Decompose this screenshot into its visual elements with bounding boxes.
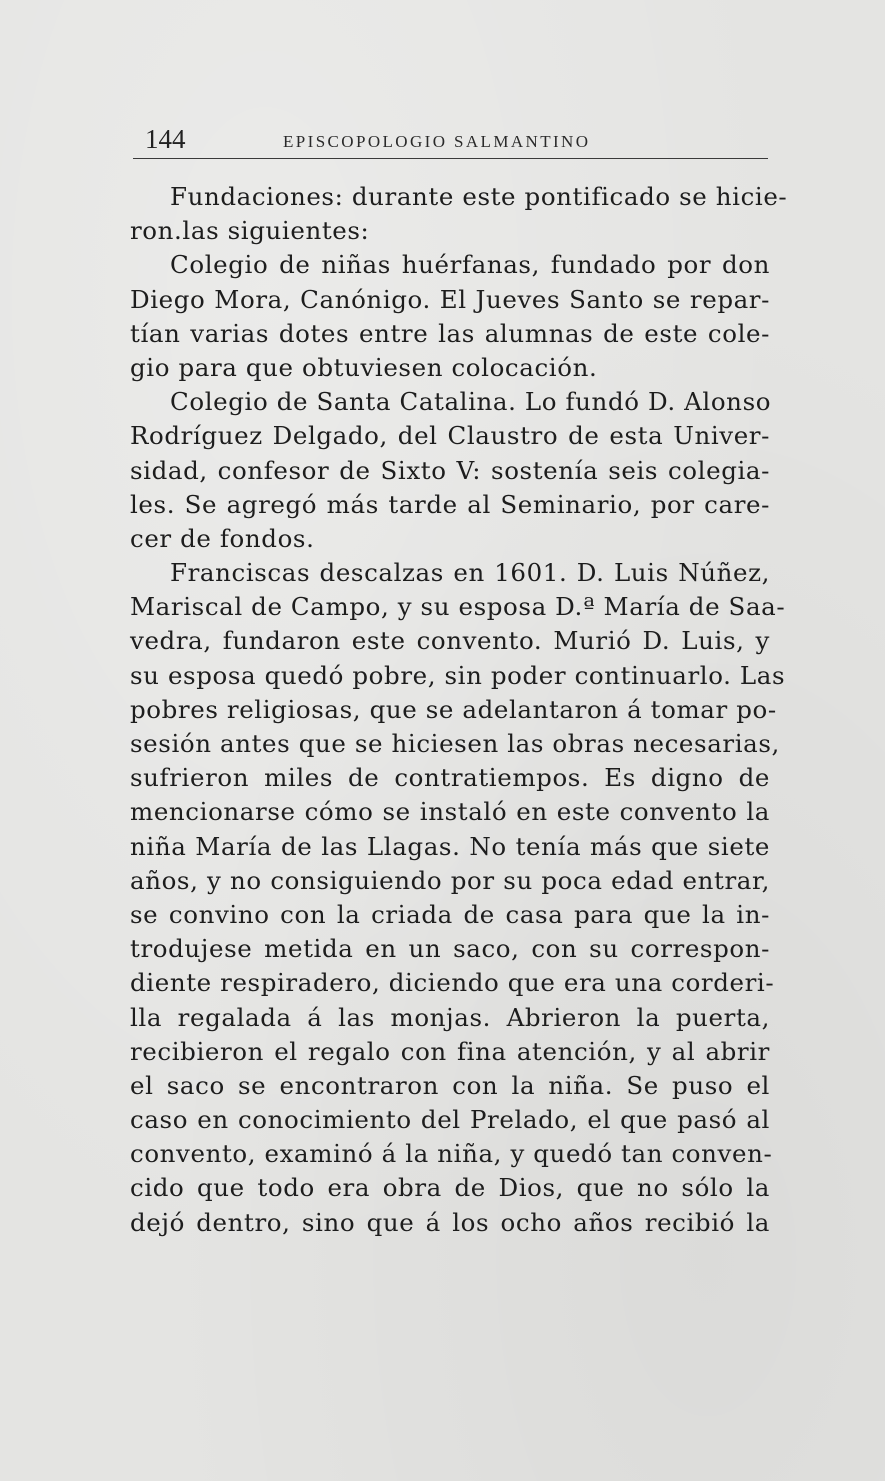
text-line: Colegio de Santa Catalina. Lo fundó D. Alonso bbox=[170, 387, 772, 417]
text-line: niña María de las Llagas. No tenía más que siete bbox=[130, 831, 770, 861]
text-line: convento, examinó á la niña, y quedó tan conven- bbox=[130, 1139, 773, 1169]
body-text bbox=[130, 180, 788, 1240]
text-line: mencionarse cómo se instaló en este convento la bbox=[130, 797, 770, 827]
text-line: tían varias dotes entre las alumnas de este cole- bbox=[130, 318, 770, 348]
text-line: dejó dentro, sino que á los ocho años recibió la bbox=[130, 1207, 770, 1237]
text-line: diente respiradero, diciendo que era una corderi- bbox=[130, 968, 775, 998]
text-line: vedra, fundaron este convento. Murió D. Luis, y bbox=[130, 626, 770, 656]
text-line: caso en conocimiento del Prelado, el que pasó al bbox=[130, 1105, 770, 1135]
text-line: cido que todo era obra de Dios, que no sólo la bbox=[130, 1173, 770, 1203]
text-line: Colegio de niñas huérfanas, fundado por don bbox=[170, 250, 770, 280]
text-line: sufrieron miles de contratiempos. Es digno de bbox=[130, 763, 770, 793]
text-line: Franciscas descalzas en 1601. D. Luis Núñez, bbox=[170, 558, 770, 588]
page-header bbox=[133, 120, 768, 164]
text-line: sesión antes que se hiciesen las obras necesarias, bbox=[130, 729, 780, 758]
text-line: cer de fondos. bbox=[130, 523, 315, 553]
text-line: Diego Mora, Canónigo. El Jueves Santo se repar- bbox=[130, 284, 770, 314]
text-line: años, y no consiguiendo por su poca edad entrar, bbox=[130, 865, 770, 895]
text-line: el saco se encontraron con la niña. Se puso el bbox=[130, 1070, 770, 1100]
text-line: trodujese metida en un saco, con su correspon- bbox=[130, 934, 770, 964]
text-line: Mariscal de Campo, y su esposa D.ª María de Saa- bbox=[130, 592, 786, 622]
text-line: se convino con la criada de casa para que la in- bbox=[130, 899, 770, 929]
running-title: EPISCOPOLOGIO SALMANTINO bbox=[283, 132, 591, 151]
header-rule bbox=[133, 158, 768, 159]
page-number: 144 bbox=[145, 124, 186, 154]
text-line: Rodríguez Delgado, del Claustro de esta Univer- bbox=[130, 421, 770, 451]
text-line: sidad, confesor de Sixto V: sostenía seis colegia- bbox=[130, 455, 770, 485]
text-line: su esposa quedó pobre, sin poder continuarlo. Las bbox=[130, 660, 786, 690]
text-line: lla regalada á las monjas. Abrieron la puerta, bbox=[130, 1002, 770, 1032]
text-line: pobres religiosas, que se adelantaron á tomar po- bbox=[130, 694, 777, 724]
text-line: recibieron el regalo con fina atención, y al abrir bbox=[130, 1036, 770, 1066]
text-line: les. Se agregó más tarde al Seminario, por care- bbox=[130, 489, 770, 519]
text-line: ron.las siguientes: bbox=[130, 216, 370, 246]
text-line: Fundaciones: durante este pontificado se hicie- bbox=[170, 182, 788, 211]
text-line: gio para que obtuviesen colocación. bbox=[130, 352, 598, 382]
